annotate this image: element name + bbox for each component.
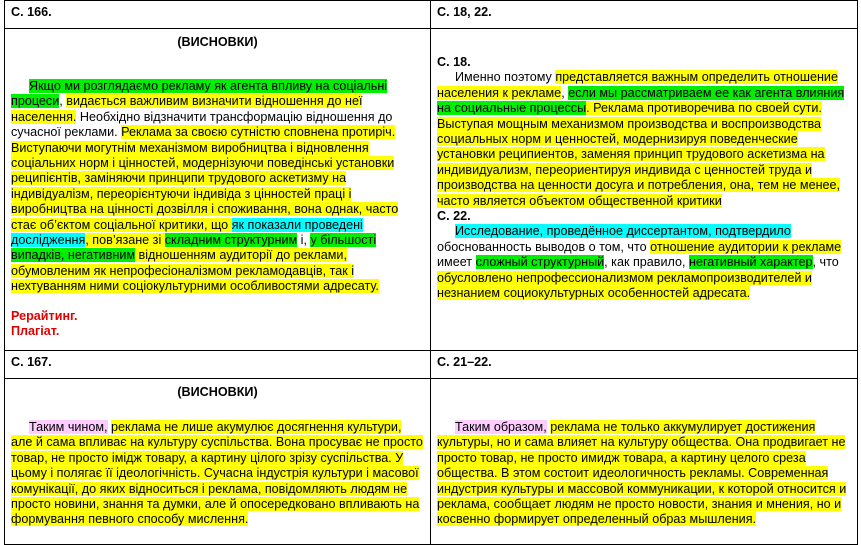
right-page-ref-cell-2 [431,351,858,379]
highlighted-text-segment: Якщо ми розглядаємо рекламу як агента впливу на соціальні процеси [11,79,388,109]
right-page-ref-2: С. 21–22. [437,355,492,369]
text-segment: Именно поэтому [455,70,556,85]
right-subref-b: С. 22. [437,209,471,224]
text-segment: имеет [437,255,476,270]
highlighted-text-segment: відношенням аудиторії до реклами, обумовленим як непрофесіоналізмом рекламодавців, так і нехтуванням ними соціокультурними особливостями адресату. [11,248,379,294]
text-segment: , что [812,255,839,270]
highlighted-text-segment: як показали проведені дослідження [11,217,363,248]
right-page-ref: С. 18, 22. [437,5,492,19]
text-segment: , как правило, [604,255,690,270]
highlighted-text-segment: . Реклама противоречива по своей сути. Выступая мощным механизмом производства и воспроизводства социальных норм и ценностей, модернизируя поведенческие установки реципиентов, заменяя принцип трудового аскетизма на индивидуализм, переориентируя индивида с ценностей труда и производства на ценности досуга и потребления, она, тем не менее, часто является объектом общественной критики [437,101,841,208]
highlighted-text-segment: видається важливим визначити відношення до неї населення. [11,94,363,124]
highlighted-text-segment: Таким образом, [455,420,547,434]
header-row-1 [5,1,858,29]
highlighted-text-segment: реклама не лише акумулює досягнення культури, але й сама впливає на культуру суспільства. Вона просуває не просто товар, не просто імідж товару, а картину цілого зрізу суспільства. У цьому і полягає її ідеологічність. Сучасна індустрія культури і масової комунікації, до яких відноситься і реклама, повідомляють людям не просто новини, знання та думки, але й опосередковано впливають на формування певного способу мислення. [11,420,423,527]
highlighted-text-segment: Реклама за своєю сутністю сповнена протиріч. Виступаючи могутнім механізмом виробництва і відновлення соціальних норм і цінностей, модернізуючи поведінські установки реципієнтів, заміняючи принципи трудового аскетизму на індивідуалізм, переорієнтуючи індивіда з цінностей праці і виробництва на цінності дозвілля і споживання, вона однак, часто стає об’єктом соціальної критики, що [11,125,399,232]
right-subref-a: С. 18. [437,55,471,69]
plagiarism-flag: Плагіат. [11,324,60,339]
right-paragraph-2 [437,420,851,528]
right-paragraph-a [437,70,851,209]
content-row-1 [5,29,858,351]
conclusions-heading: (ВИСНОВКИ) [177,35,258,49]
text-segment: обоснованность выводов о том, что [437,239,651,254]
comparison-table [4,0,858,545]
left-page-ref: С. 166. [11,5,52,19]
highlighted-text-segment: отношение аудитории к рекламе [650,239,842,254]
right-paragraph-b [437,224,851,301]
text-segment: і, [297,233,311,248]
highlighted-text-segment: у більшості випадків, негативним [11,233,377,263]
content-row-2 [5,379,858,545]
highlighted-text-segment: Таким чином, [29,420,108,434]
header-row-2 [5,351,858,379]
rewrite-flag: Рерайтинг. [11,308,78,323]
left-paragraph-2 [11,420,424,528]
left-page-ref-2: С. 167. [11,355,52,369]
highlighted-text-segment: сложный структурный [475,255,605,270]
left-text-cell-2 [5,379,431,545]
right-text-cell [431,29,858,351]
left-page-ref-cell [5,1,431,29]
highlighted-text-segment: Исследование, проведённое диссертантом, подтвердило [455,224,791,239]
highlighted-text-segment: представляется важным определить отношение населения к рекламе [437,70,838,100]
highlighted-text-segment: обусловлено непрофессионализмом рекламопроизводителей и незнанием социокультурных особенностей адресата. [437,270,812,301]
highlighted-text-segment: если мы рассматриваем ее как агента влияния на социальные процессы [437,85,845,116]
right-text-cell-2 [431,379,858,545]
highlighted-text-segment: реклама не только аккумулирует достижения культуры, но и сама влияет на культуру общества. Она продвигает не просто товар, не просто имидж товара, а картину целого среза общества. В этом состоит идеологичность рекламы. Современная индустрия культуры и массовой коммуникации, к которой относится и реклама, сообщает людям не просто новости, знания и мнения, но и косвенно формирует определенный образ мышления. [437,420,847,527]
text-segment: , [561,85,569,100]
right-page-ref-cell [431,1,858,29]
text-segment: , [59,94,67,109]
left-paragraph [11,79,424,295]
text-segment: Необхідно відзначити трансформацію відношення до сучасної реклами. [11,109,393,140]
highlighted-text-segment: негативный характер [689,255,813,270]
conclusions-heading-2: (ВИСНОВКИ) [177,385,258,399]
highlighted-text-segment: , пов’язане зі [85,233,165,248]
left-text-cell [5,29,431,351]
left-page-ref-cell-2 [5,351,431,379]
highlighted-text-segment: складним структурним [164,233,298,248]
